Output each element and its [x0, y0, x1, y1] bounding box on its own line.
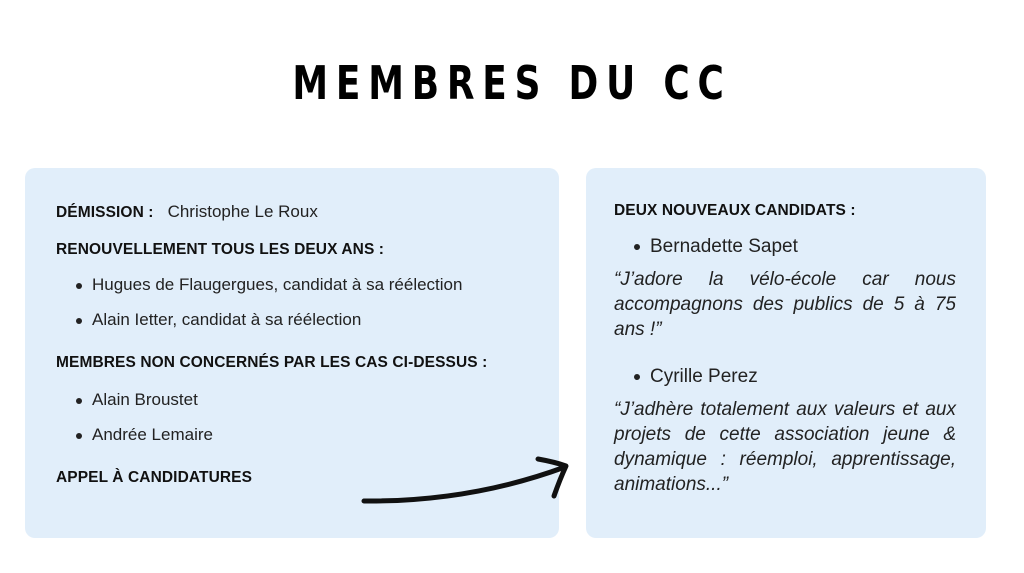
resignation-row [56, 202, 529, 222]
candidate-name: Cyrille Perez [614, 366, 956, 388]
candidates-heading: DEUX NOUVEAUX CANDIDATS : [614, 202, 856, 219]
page-title: MEMBRES DU CC [292, 56, 732, 110]
others-heading: MEMBRES NON CONCERNÉS PAR LES CAS CI-DESSUS : [56, 354, 488, 371]
list-item: Alain Broustet [56, 390, 529, 410]
candidate-name: Bernadette Sapet [614, 236, 956, 258]
others-list [56, 390, 529, 445]
list-item: Hugues de Flaugergues, candidat à sa réélection [56, 275, 529, 295]
candidate-quote: “J’adhère totalement aux valeurs et aux projets de cette association jeune & dynamique : réemploi, apprentissage, animations...” [614, 399, 956, 495]
renewal-heading: RENOUVELLEMENT TOUS LES DEUX ANS : [56, 241, 385, 258]
candidate-list-2 [614, 366, 956, 388]
list-item: Alain Ietter, candidat à sa réélection [56, 310, 529, 330]
candidate-list-1 [614, 236, 956, 258]
call-for-candidates-heading: APPEL À CANDIDATURES [56, 469, 253, 486]
candidates-card [586, 168, 986, 538]
candidate-quote: “J’adore la vélo-école car nous accompagnons des publics de 5 à 75 ans !” [614, 269, 956, 340]
resignation-name: Christophe Le Roux [167, 202, 318, 221]
renewal-list [56, 275, 529, 330]
resignation-label: DÉMISSION : [56, 204, 154, 221]
curved-arrow-icon [360, 452, 580, 522]
list-item: Andrée Lemaire [56, 425, 529, 445]
